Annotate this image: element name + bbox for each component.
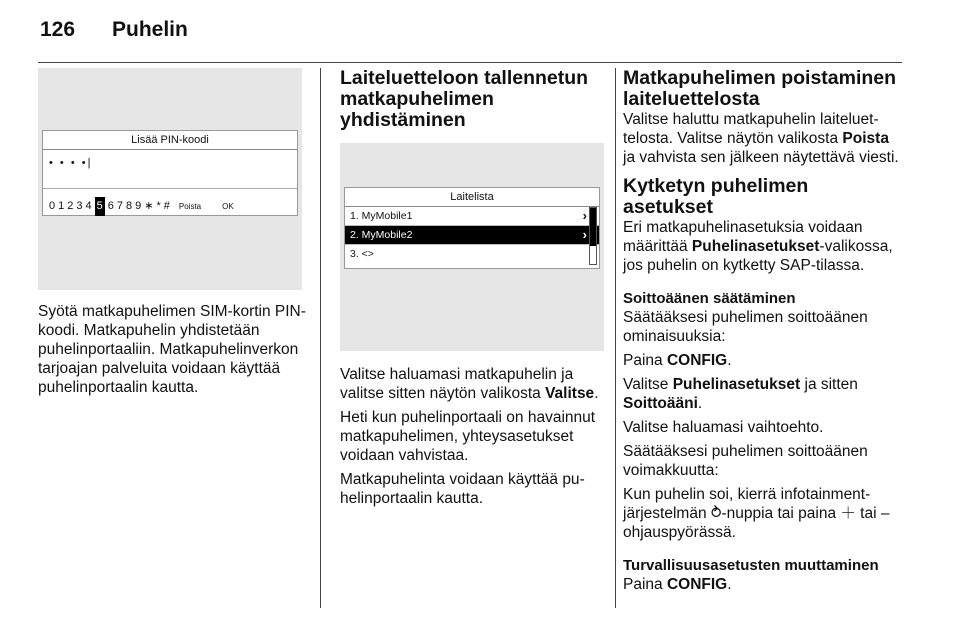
- col2-heading: Laiteluetteloon tallennetun matkapuhelimen yhdistäminen: [340, 67, 589, 131]
- pin-key[interactable]: 6: [107, 200, 114, 212]
- device-list-title: Laitelista: [345, 188, 599, 207]
- col3-heading-2: Kytketyn puhelimen asetukset: [623, 175, 809, 218]
- col2-p3: Matkapuhelinta voidaan käyttää puhelinportaalin kautta.: [340, 471, 585, 507]
- col2-p2: Heti kun puhelinportaali on havainnut matkapuhelimen, yhteysasetukset voidaan vahvistaa.: [340, 409, 596, 464]
- pin-entered-value: • • • •|: [43, 150, 297, 189]
- pin-key[interactable]: *: [156, 200, 161, 212]
- pin-key[interactable]: 8: [126, 200, 133, 212]
- page-header: [40, 18, 188, 42]
- pin-key[interactable]: #: [163, 200, 170, 212]
- column-2: [340, 68, 608, 508]
- device-row-3[interactable]: 3. <>: [350, 248, 374, 260]
- device-list-figure: [340, 143, 604, 351]
- scrollbar-thumb[interactable]: [590, 208, 596, 246]
- list-scrollbar[interactable]: [589, 207, 597, 265]
- col3-p2: Eri matkapuhelinasetuksia voidaan määrittää Puhelinasetukset-valikossa, jos puhelin on kytketty SAP-tilassa.: [623, 219, 893, 274]
- device-row-1[interactable]: 1. MyMobile1 ›: [345, 207, 599, 226]
- page-number: 126: [40, 18, 76, 41]
- col3-s5: Säätääksesi puhelimen soittoäänen voimakkuutta:: [623, 443, 868, 479]
- column-divider-1: [320, 68, 321, 608]
- column-3: [623, 68, 903, 594]
- col2-p1: Valitse haluamasi matkapuhelin ja valitse sitten näytön valikosta Valitse.: [340, 366, 599, 402]
- pin-delete-button[interactable]: Poista: [178, 202, 202, 211]
- pin-entry-screen: [42, 130, 298, 216]
- column-1: [38, 68, 308, 397]
- pin-key[interactable]: 9: [135, 200, 142, 212]
- pin-key[interactable]: ∗: [144, 200, 154, 212]
- col3-s7: Paina CONFIG.: [623, 576, 732, 593]
- device-row-2[interactable]: 2. MyMobile2 ›: [345, 226, 599, 245]
- pin-ok-button[interactable]: OK: [222, 202, 234, 211]
- chevron-right-icon: ›: [582, 208, 587, 223]
- col3-heading-1: Matkapuhelimen poistaminen laiteluettelosta: [623, 67, 897, 110]
- column-divider-2: [615, 68, 616, 608]
- pin-key[interactable]: 2: [67, 200, 74, 212]
- pin-key[interactable]: 7: [116, 200, 123, 212]
- pin-key[interactable]: 3: [76, 200, 83, 212]
- col3-s6: Kun puhelin soi, kierrä infotainment-järjestelmän ⥁-nuppia tai paina ＋ tai – ohjauspyörässä.: [623, 486, 890, 541]
- pin-screen-figure: [38, 68, 302, 290]
- header-rule: [38, 62, 902, 63]
- pin-key[interactable]: 0: [49, 200, 56, 212]
- pin-screen-title: Lisää PIN-koodi: [43, 131, 297, 150]
- col1-paragraph: Syötä matkapuhelimen SIM-kortin PIN-koodi. Matkapuhelin yhdistetään puhelinportaaliin. Matkapuhelinverkon tarjoajan palveluita voidaan käyttää puhelinportaalin kautta.: [38, 303, 306, 396]
- pin-key[interactable]: 1: [58, 200, 65, 212]
- pin-keypad: [43, 189, 297, 224]
- col3-s3: Valitse Puhelinasetukset ja sitten Soittoääni.: [623, 376, 858, 412]
- col3-subheading-2: Turvallisuusasetusten muuttaminen: [623, 557, 879, 574]
- col3-p1: Valitse haluttu matkapuhelin laiteluettelosta. Valitse näytön valikosta Poista ja vahvista sen jälkeen näytettävä viesti.: [623, 111, 899, 166]
- page-title: Puhelin: [112, 18, 188, 41]
- device-list-screen: [344, 187, 600, 269]
- col3-s4: Valitse haluamasi vaihtoehto.: [623, 419, 824, 436]
- chevron-right-icon: ›: [582, 227, 587, 242]
- col3-s2: Paina CONFIG.: [623, 352, 732, 369]
- col3-s1: Säätääksesi puhelimen soittoäänen ominaisuuksia:: [623, 309, 868, 345]
- pin-key[interactable]: 4: [85, 200, 92, 212]
- col3-subheading-1: Soittoäänen säätäminen: [623, 290, 796, 307]
- pin-key[interactable]: 5: [95, 197, 105, 216]
